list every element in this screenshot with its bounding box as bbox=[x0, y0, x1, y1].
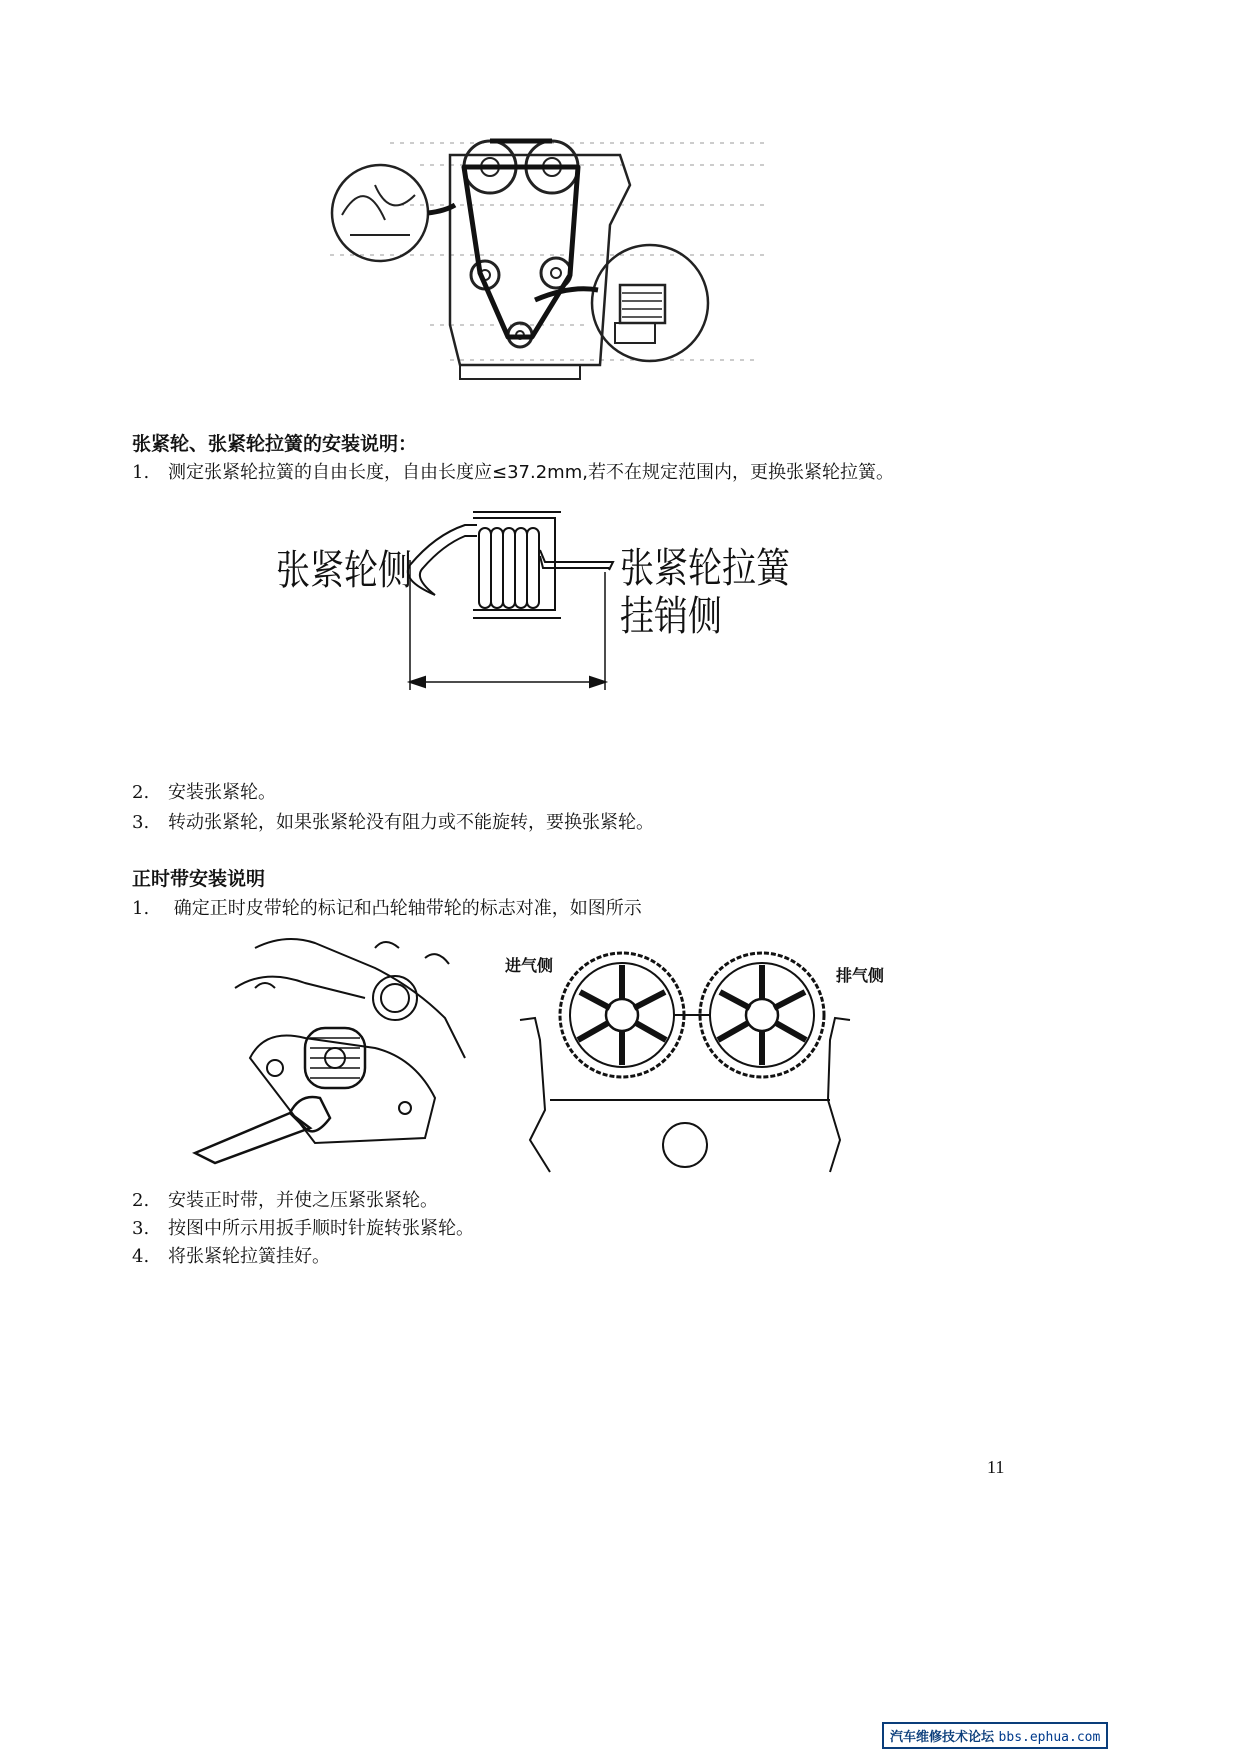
step-text: 确定正时皮带轮的标记和凸轮轴带轮的标志对准，如图所示 bbox=[168, 898, 642, 919]
step-item bbox=[132, 1214, 474, 1240]
forum-watermark[interactable] bbox=[882, 1722, 1108, 1749]
forum-name: 汽车维修技术论坛 bbox=[890, 1730, 995, 1745]
spring-label-pin-side-line2: 挂销侧 bbox=[620, 592, 722, 641]
step-item bbox=[132, 1186, 438, 1212]
step-text: 安装张紧轮。 bbox=[168, 782, 276, 803]
page-number: 11 bbox=[987, 1457, 1005, 1477]
camshaft-sprockets-figure bbox=[510, 940, 870, 1172]
section-heading-tensioner: 张紧轮、张紧轮拉簧的安装说明： bbox=[132, 433, 418, 455]
step-number: 3. bbox=[132, 812, 150, 833]
step-number: 2. bbox=[132, 782, 150, 803]
step-item bbox=[132, 894, 642, 920]
timing-belt-overview-figure bbox=[330, 125, 800, 400]
spring-label-pin-side-line1: 张紧轮拉簧 bbox=[620, 544, 790, 593]
step-item bbox=[132, 1242, 330, 1268]
step-number: 3. bbox=[132, 1218, 150, 1239]
step-text: 转动张紧轮，如果张紧轮没有阻力或不能旋转，要换张紧轮。 bbox=[168, 812, 654, 833]
intake-side-label: 进气侧 bbox=[505, 956, 554, 975]
step-number: 1. bbox=[132, 462, 150, 483]
step-item bbox=[132, 778, 276, 804]
step-number: 2. bbox=[132, 1190, 150, 1211]
exhaust-side-label: 排气侧 bbox=[836, 966, 885, 985]
tension-spring-figure bbox=[395, 510, 625, 700]
step-item bbox=[132, 458, 894, 484]
step-number: 4. bbox=[132, 1246, 150, 1267]
section-heading-timing-belt: 正时带安装说明 bbox=[132, 868, 266, 890]
step-text: 安装正时带，并使之压紧张紧轮。 bbox=[168, 1190, 438, 1211]
forum-url: bbs.ephua.com bbox=[998, 1730, 1101, 1745]
step-text: 将张紧轮拉簧挂好。 bbox=[168, 1246, 330, 1267]
step-text: 测定张紧轮拉簧的自由长度，自由长度应≤37.2mm,若不在规定范围内，更换张紧轮拉簧。 bbox=[168, 462, 894, 483]
step-number: 1. bbox=[132, 898, 150, 919]
spring-label-tensioner-side: 张紧轮侧 bbox=[276, 546, 412, 595]
step-item bbox=[132, 808, 654, 834]
step-text: 按图中所示用扳手顺时针旋转张紧轮。 bbox=[168, 1218, 474, 1239]
crank-pulley-wrench-figure bbox=[195, 928, 475, 1168]
